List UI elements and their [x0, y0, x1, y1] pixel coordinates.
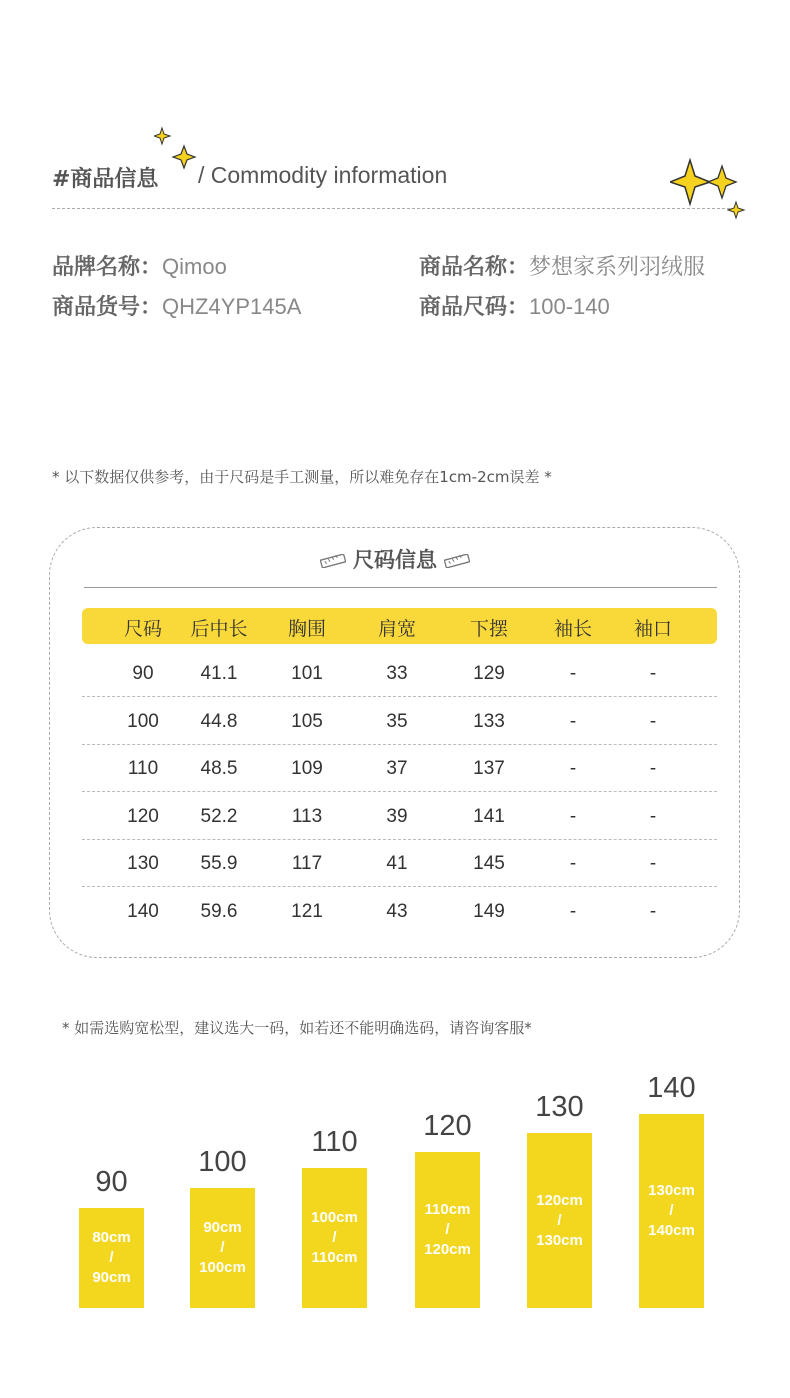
- table-cell: 141: [473, 805, 505, 827]
- table-cell: 137: [473, 758, 505, 779]
- size-bar-range: [302, 1208, 367, 1268]
- product-name-label: 商品名称：: [419, 255, 530, 280]
- size-bar-range-text: 140cm: [648, 1222, 695, 1239]
- ruler-icon: [320, 554, 346, 568]
- brand-info: [52, 250, 227, 281]
- table-cell: 101: [291, 663, 323, 684]
- size-bar-range: [527, 1191, 592, 1251]
- table-cell: 39: [386, 805, 408, 827]
- table-cell: -: [569, 805, 577, 827]
- column-header: 后中长: [190, 618, 248, 640]
- column-header: 袖口: [633, 618, 672, 640]
- size-bar-range-text: 110cm: [311, 1249, 358, 1266]
- table-row: [82, 839, 717, 887]
- table-row: [82, 887, 717, 935]
- table-cell: -: [649, 710, 657, 732]
- table-cell: 90: [132, 663, 154, 684]
- size-bar-label: 90: [95, 1166, 128, 1198]
- table-cell: 52.2: [200, 805, 238, 827]
- size-bar-range-text: 110cm: [424, 1201, 471, 1218]
- sku-label: 商品货号：: [52, 295, 163, 320]
- size-bar-range-text: 120cm: [424, 1241, 471, 1258]
- table-cell: 48.5: [200, 758, 238, 779]
- table-cell: 120: [127, 805, 159, 827]
- table-cell: -: [569, 663, 577, 684]
- table-cell: 41: [386, 853, 408, 874]
- size-bar-range-text: /: [445, 1221, 450, 1238]
- table-row: [82, 649, 717, 697]
- sparkle-icon: [670, 158, 746, 220]
- size-table-title-divider: [84, 587, 717, 588]
- table-header: [82, 608, 717, 644]
- size-range-info: [419, 290, 610, 321]
- column-header: 尺码: [123, 618, 162, 640]
- size-bar: [79, 1208, 144, 1308]
- size-bar-label: 110: [311, 1126, 358, 1158]
- size-bar: [415, 1152, 480, 1308]
- header-divider: [52, 208, 740, 209]
- size-bar-range-text: 100cm: [199, 1259, 246, 1276]
- table-cell: -: [569, 758, 577, 779]
- size-bar: [190, 1188, 255, 1308]
- table-cell: 41.1: [200, 663, 238, 684]
- section-title-cn: #商品信息: [52, 167, 159, 192]
- size-table-title-text: 尺码信息: [353, 548, 437, 572]
- sparkle-icon: [154, 126, 198, 174]
- table-cell: 130: [127, 853, 159, 874]
- table-cell: 129: [473, 663, 505, 684]
- size-bar-range-text: 80cm: [92, 1229, 131, 1246]
- table-cell: 121: [291, 900, 323, 922]
- sizing-advice-note: * 如需选购宽松型，建议选大一码，如若还不能明确选码，请咨询客服*: [62, 1019, 532, 1037]
- table-cell: 140: [127, 900, 159, 922]
- table-cell: 33: [386, 663, 408, 684]
- measurement-note: * 以下数据仅供参考，由于尺码是手工测量，所以难免存在1cm-2cm误差 *: [52, 468, 552, 486]
- table-cell: 35: [386, 710, 408, 732]
- product-name-value: 梦想家系列羽绒服: [529, 254, 706, 279]
- size-range-value: 100-140: [529, 294, 610, 319]
- size-bar-label: 120: [423, 1110, 472, 1142]
- table-cell: -: [649, 853, 657, 874]
- size-bar-range-text: /: [669, 1202, 674, 1219]
- brand-label: 品牌名称：: [52, 255, 163, 280]
- table-cell: 145: [473, 853, 505, 874]
- size-bar-range-text: 90cm: [203, 1219, 242, 1236]
- column-header: 肩宽: [377, 618, 416, 640]
- size-bar-range-text: 120cm: [536, 1191, 583, 1209]
- size-bar-range: [190, 1218, 255, 1278]
- size-bar-range-text: 130cm: [536, 1231, 583, 1249]
- table-cell: 149: [473, 900, 505, 922]
- column-header: 下摆: [469, 618, 508, 640]
- section-title-en: / Commodity information: [198, 162, 448, 188]
- size-bar-range-text: 130cm: [648, 1182, 695, 1199]
- table-cell: -: [569, 900, 577, 922]
- size-bar-range: [639, 1181, 704, 1241]
- size-bar-range-text: /: [109, 1249, 114, 1266]
- table-cell: 109: [291, 758, 323, 779]
- size-bar: [302, 1168, 367, 1308]
- table-cell: -: [569, 710, 577, 732]
- table-cell: 55.9: [200, 853, 238, 874]
- size-bar-label: 100: [198, 1146, 247, 1178]
- table-cell: 37: [386, 758, 408, 779]
- table-row: [82, 792, 717, 840]
- table-cell: -: [649, 900, 657, 922]
- sku-value: QHZ4YP145A: [162, 294, 302, 319]
- table-cell: 113: [291, 805, 323, 827]
- size-table-title: [0, 544, 790, 574]
- size-range-label: 商品尺码：: [419, 295, 530, 320]
- size-bar-range-text: 100cm: [311, 1209, 358, 1226]
- sku-info: [52, 290, 301, 321]
- size-bar-range-text: /: [220, 1239, 225, 1256]
- size-bar-range-text: 90cm: [92, 1269, 131, 1286]
- table-cell: -: [649, 758, 657, 779]
- size-bar-label: 130: [535, 1091, 584, 1123]
- size-bar-label: 140: [647, 1072, 696, 1104]
- size-bar: [527, 1133, 592, 1308]
- table-cell: 43: [386, 900, 408, 922]
- table-cell: 110: [127, 758, 159, 779]
- table-row: [82, 744, 717, 792]
- table-cell: -: [649, 805, 657, 827]
- table-cell: 59.6: [200, 900, 238, 922]
- table-cell: 117: [291, 853, 323, 874]
- table-cell: -: [569, 853, 577, 874]
- size-bar-range: [415, 1200, 480, 1260]
- ruler-icon: [444, 554, 470, 568]
- table-cell: 44.8: [200, 710, 238, 732]
- size-bar-range-text: /: [557, 1211, 562, 1229]
- size-bar-range-text: /: [332, 1229, 337, 1246]
- size-bar: [639, 1114, 704, 1308]
- table-cell: -: [649, 663, 657, 684]
- table-row: [82, 697, 717, 745]
- table-cell: 100: [127, 710, 159, 732]
- column-header: 胸围: [287, 618, 326, 640]
- table-cell: 133: [473, 710, 505, 732]
- size-bar-range: [79, 1228, 144, 1288]
- product-name-info: [419, 250, 705, 281]
- brand-value: Qimoo: [162, 254, 227, 279]
- column-header: 袖长: [553, 618, 592, 640]
- table-cell: 105: [291, 710, 323, 732]
